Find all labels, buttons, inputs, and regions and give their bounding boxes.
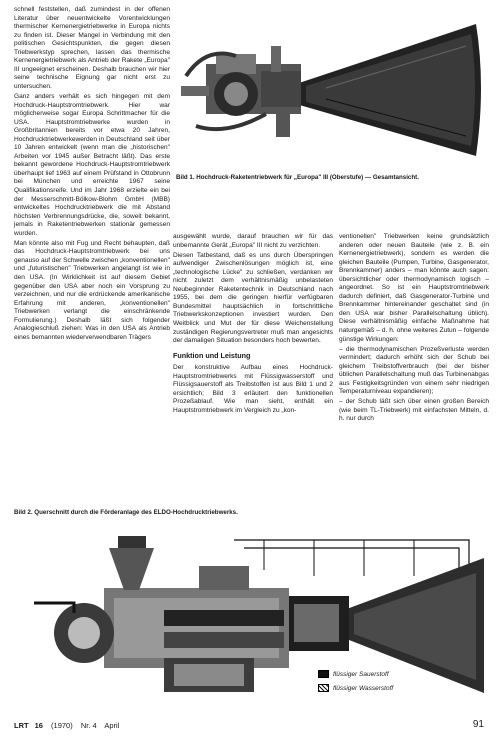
footer-journal: LRT	[14, 721, 29, 730]
page-footer	[14, 721, 490, 730]
legend-item-hydrogen	[318, 684, 393, 692]
left-paragraph-3: Man könnte also mit Fug und Recht behaupten, daß das Hochdruck-Hauptstromtriebwerk bei uns genauso auf der Schwelle zwischen „konventionellen" und „futuristischen" Triebwerken angelangt ist wie in den USA. (In Wirklichkeit ist auf diesem Gebiet gegenüber den USA aber noch ein Vorsprung zu verzeichnen, und nur die erdrückende amerikanische Erfahrung mit anderen, „konventionellen" Triebwerken verlangt die einschränkende Formulierung.) Deshalb läßt sich folgender Analogieschluß ziehen: Was in den USA als Antrieb eines bemannten wiederverwendbaren Trägers	[14, 239, 170, 341]
footer-volume: 16	[34, 721, 43, 730]
legend-swatch-solid	[318, 670, 329, 678]
middle-paragraph-1: ausgewählt wurde, darauf brauchen wir für das unbemannte Gerät „Europa" III nicht zu verzichten.	[173, 233, 333, 249]
middle-paragraph-2: Diesen Tatbestand, daß es uns durch Überspringen aufwendiger Zwischenlösungen möglich ist, eine „technologische Lücke" zu schließen, verdanken wir nicht zuletzt dem verhältnismäßig unbelasteten Neubeginnder Raketentechnik in Deutschland nach 1955, bei dem die geringen hierfür verfügbaren Bundesmittel hauptsächlich in fortschrittliche Triebwerkskonzeptionen investiert wurden. Den Weitblick und Mut der für diese Weichenstellung zuständigen Regierungsvertreter muß man angesichts der damaligen Situation besonders hoch bewerten.	[173, 251, 333, 345]
right-bullet-2: – der Schub läßt sich über einen großen Bereich (wie beim TL-Triebwerk) mit einfachsten Mitteln, d. h. nur durch	[339, 398, 489, 423]
legend-item-oxygen	[318, 670, 389, 678]
left-paragraph-1: schnell feststellen, daß zumindest in der offenen Literatur über neuentwickelte Vorentwicklungen thermischer Kernenergietriebwerke in Europa nichts zu finden ist. Dieser Mangel in Verbindung mit den politischen Gesichtspunkten, die gegen diesen Triebwerkstyp sprechen, lassen das thermische Kernenergietriebwerk als Antrieb der Rakete „Europa" III ungeeignet erscheinen. Deshalb brauchen wir hier seine technische Eignung gar nicht erst zu untersuchen.	[14, 6, 170, 90]
footer-month: April	[104, 721, 120, 730]
left-column	[14, 6, 170, 344]
section-heading: Funktion und Leistung	[173, 350, 251, 360]
footer-issue: Nr. 4	[80, 721, 97, 730]
footer-year: (1970)	[51, 721, 73, 730]
legend-label-oxygen: flüssiger Sauerstoff	[333, 670, 389, 678]
legend-swatch-hatched	[318, 684, 329, 692]
middle-column	[173, 233, 333, 417]
middle-paragraph-3: Der konstruktive Aufbau eines Hochdruck-Hauptstromtriebwerks mit Flüssigwasserstoff und Flüssigsauerstoff als Treibstoffen ist aus Bild 1 und 2 ersichtlich; Bild 3 erläutert den funktionellen Prozeßablauf. Wie man sieht, enthält ein Hauptstromtriebwerk im Vergleich zu „kon-	[173, 364, 333, 414]
figure2-cross-section	[14, 518, 490, 706]
figure2-caption: Bild 2. Querschnitt durch die Förderanlage des ELDO-Hochdrucktriebwerks.	[14, 509, 238, 516]
right-column	[339, 233, 489, 426]
figure1-caption: Bild 1. Hochdruck-Raketentriebwerk für „Europa" III (Oberstufe) — Gesamtansicht.	[176, 174, 419, 181]
figure1-engine-illustration	[176, 6, 492, 168]
right-paragraph-1: ventionellen" Triebwerken keine grundsätzlich anderen oder neuen Bauteile (wie z. B. ein Kernenergietriebwerk), sondern es werden die gleichen Bauteile (Pumpen, Turbine, Gasgenerator, Brennkammer) anders – man könnte auch sagen: übersichtlicher oder thermodynamisch logisch – angeordnet. So ist ein Hauptstromtriebwerk dadurch definiert, daß Gasgenerator-Turbine und Brennkammer hintereinander geschaltet sind (in den USA war bisher Parallelschaltung üblich). Diese verhältnismäßig einfache Maßnahme hat naturgemäß – d. h. ohne weiteres Zutun – folgende günstige Wirkungen:	[339, 233, 489, 343]
left-paragraph-2: Ganz anders verhält es sich hingegen mit dem Hochdruck-Hauptstromtriebwerk. Hier war möglicherweise sogar Europa Schrittmacher für die USA. Hauptstromtriebwerke wurden in Großbritannien bereits vor etwa 20 Jahren, Hochdrucktriebwerkewerden in Deutschland seit über 10 Jahren entwickelt (wenn man die „historischen" Arbeiten vor 1945 außer Betracht läßt). Das erste bekannt gewordene Hochdruck-Hauptstromtriebwerk überhaupt lief 1963 auf einem Prüfstand in Ottobrunn bei München und erreichte 1967 seine Qualifikationsreife. Und im Jahr 1968 erzielte ein bei der Messerschmitt-Bölkow-Blohm GmbH (MBB) entwickeltes Hochdrucktriebwerk die mit Abstand höchsten Verbrennungsdrücke, die, soweit bekannt, jemals in Raketentriebwerken stationär gemessen wurden.	[14, 92, 170, 237]
legend-label-hydrogen: flüssiger Wasserstoff	[333, 684, 394, 692]
page-number: 91	[472, 719, 484, 730]
right-bullet-1: – die thermodynamischen Prozeßverluste werden vermindert; dadurch erhöht sich der Schub bei gleichem Treibstoffverbrauch (bei der bisher üblichen Parallelschaltung muß das Turbinenabgas aus Festigkeitsgründen von einem sehr niedrigen Temperaturniveau expandieren);	[339, 345, 489, 396]
